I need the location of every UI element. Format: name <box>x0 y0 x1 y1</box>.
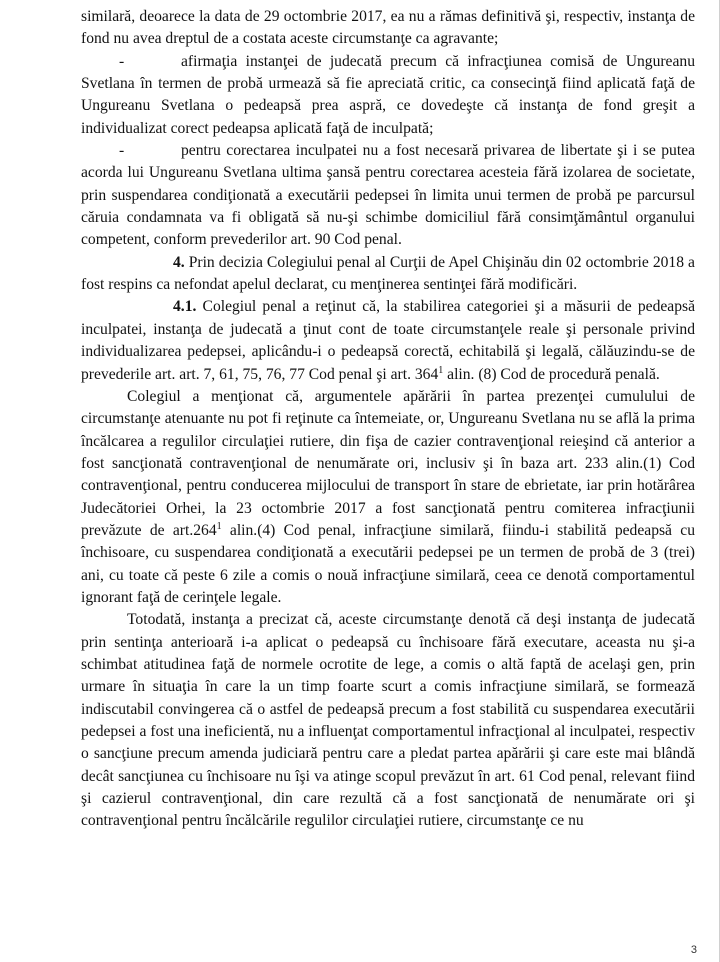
paragraph-plain <box>81 386 695 609</box>
paragraph-text: Colegiul penal a reţinut că, la stabilirea categoriei şi a măsurii de pedeapsă inculpatei, instanţa de judecată a ţinut cont de toate circumstanţele reale şi personale privind individualizarea pedepsei, aplicându-i o pedeapsă corectă, echitabilă şi legală, călăuzindu-se de prevederile art. art. 7, 61, 75, 76, 77 Cod penal şi art. 364 <box>81 298 695 383</box>
numbered-paragraph-4-1 <box>81 296 695 385</box>
numbered-paragraph-4 <box>81 252 695 297</box>
paragraph-text: pentru corectarea inculpatei nu a fost necesară privarea de libertate şi i se putea acorda lui Ungureanu Svetlana ultima şansă pentru corectarea acesteia fără izolarea de societate, prin suspendarea condiţionată a executării pedepsei în limita unui termen de probă pe parcursul căruia condamnata va fi obligată să nu-şi schimbe domiciliul fără consimţământul organului competent, conform prevederilor art. 90 Cod penal. <box>81 142 695 249</box>
paragraph-text: similară, deoarece la data de 29 octombrie 2017, ea nu a rămas definitivă şi, respectiv, instanţa de fond nu avea dreptul de a costata aceste circumstanţe ca agravante; <box>81 8 695 48</box>
document-body <box>81 6 695 833</box>
paragraph-continuation <box>81 6 695 51</box>
list-item-dash: - afirmaţia instanţei de judecată precum că infracţiunea comisă de Ungureanu Svetlana în termen de probă urmează să fie apreciată critic, ca consecinţă fiind aplicată faţă de Ungureanu Svetlana o pedeapsă prea aspră, ce dovedeşte că instanţa de fond greşit a individualizat corect pedeapsa aplicată faţă de inculpată; <box>81 52 695 137</box>
paragraph-text-continued: alin.(4) Cod penal, infracţiune similară, fiindu-i stabilită pedeapsă cu închisoare, cu suspendarea condiţionată a executării pedepsei pe un termen de probă de 3 (trei) ani, cu toate că peste 6 zile a comis o nouă infracţiune similară, ceea ce denotă comportamentul ignorant faţă de cerinţele legale. <box>81 521 695 606</box>
superscript: 1 <box>216 520 222 532</box>
paragraph-number: 4. <box>173 253 185 271</box>
paragraph-text-continued: alin. (8) Cod de procedură penală. <box>443 365 660 383</box>
paragraph-text: Colegiul a menţionat că, argumentele apărării în partea prezenţei cumulului de circumstanţe atenuante nu pot fi reţinute ca întemeiate, or, Ungureanu Svetlana nu se află la prima încălcarea a regulilor circulaţiei rutiere, din fişa de cazier contravenţional reieşind că anterior a fost sancţionată contravenţional de nenumărate ori, inclusiv şi în baza art. 233 alin.(1) Cod contravenţional, pentru conducerea mijlocului de transport în stare de ebrietate, iar prin hotărârea Judecătoriei Orhei, la 23 octombrie 2017 a fost sancţionată pentru comiterea infracţiunii prevăzute de art.264 <box>81 387 695 539</box>
list-item-dash: - pentru corectarea inculpatei nu a fost necesară privarea de libertate şi i se putea acorda lui Ungureanu Svetlana ultima şansă pentru corectarea acesteia fără izolarea de societate, prin suspendarea condiţionată a executării pedepsei în limita unui termen de probă pe parcursul căruia condamnata va fi obligată să nu-şi schimbe domiciliul fără consimţământul organului competent, conform prevederilor art. 90 Cod penal. <box>81 142 695 249</box>
paragraph-text: Totodată, instanţa a precizat că, aceste circumstanţe denotă că deşi instanţa de judecată prin sentinţa anterioară i-a aplicat o pedeapsă cu închisoare fără executare, aceasta nu şi-a schimbat atitudinea faţă de normele ocrotite de lege, a comis o altă faptă de acelaşi gen, prin urmare în situaţia în care la un timp foarte scurt a comis infracţiune similară, se formează indiscutabil convingerea că o astfel de pedeapsă precum a fost stabilită cu suspendarea executării pedepsei a fost una ineficientă, nu a influenţat comportamentul infracţional al inculpatei, respectiv o sancţiune precum amenda judiciară pentru care a pledat partea apărării şi care este mai blândă decât sancţiunea cu închisoare nu îşi va atinge scopul prevăzut în art. 61 Cod penal, relevant fiind şi cazierul contravenţional, din care rezultă că a fost sancţionată de nenumărate ori şi contravenţional pentru încălcările regulilor circulaţiei rutiere, circumstanţe ce nu <box>81 611 695 830</box>
paragraph-plain <box>81 609 695 832</box>
page-number: 3 <box>690 944 697 956</box>
paragraph-text: Prin decizia Colegiului penal al Curţii de Apel Chişinău din 02 octombrie 2018 a fost respins ca nefondat apelul declarat, cu menţinerea sentinţei fără modificări. <box>81 253 695 294</box>
superscript: 1 <box>438 364 444 376</box>
paragraph-text: afirmaţia instanţei de judecată precum că infracţiunea comisă de Ungureanu Svetlana în termen de probă urmează să fie apreciată critic, ca consecinţă fiind aplicată faţă de Ungureanu Svetlana o pedeapsă prea aspră, ce dovedeşte că instanţa de fond greşit a individualizat corect pedeapsa aplicată faţă de inculpată; <box>81 52 695 137</box>
paragraph-number: 4.1. <box>173 298 197 316</box>
